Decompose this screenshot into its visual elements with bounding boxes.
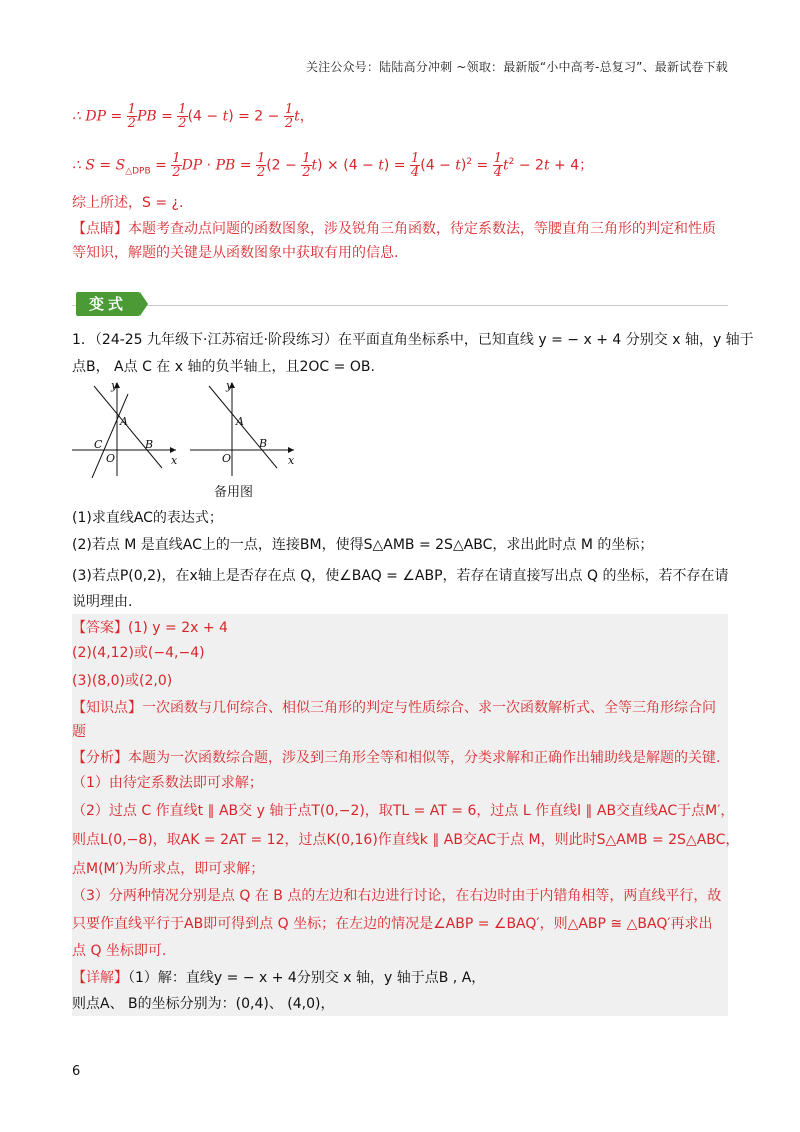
comment-line-2: 等知识，解题的关键是从函数图象中获取有用的信息. — [72, 245, 399, 261]
answer-line-3: (3)(8,0)或(2,0) — [72, 673, 173, 689]
figure-spare — [190, 379, 295, 476]
svg-text:y: y — [111, 379, 118, 392]
page-header: 关注公众号：陆陆高分冲刺 ~领取：最新版“小中高考-总复习”、最新试卷下载 — [305, 60, 728, 74]
coordinate-figures — [72, 378, 312, 478]
problem-line-1: 1．（24-25 九年级下·江苏宿迁·阶段练习）在平面直角坐标系中，已知直线 y = − x + 4 分别交 x 轴，y 轴于 — [72, 332, 754, 348]
figure-caption: 备用图 — [214, 485, 254, 500]
comment-line-1: 【点睛】本题考查动点问题的函数图象，涉及锐角三角函数，待定系数法，等腰直角三角形的判定和性质 — [72, 221, 716, 237]
question-2: (2)若点 M 是直线AC上的一点，连接BM，使得S△AMB = 2S△ABC，求出此时点 M 的坐标； — [72, 537, 654, 553]
svg-text:x: x — [171, 454, 178, 467]
answer-line-1: 【答案】(1) y = 2x + 4 — [72, 620, 228, 636]
analysis-step-2c: 点M(M′)为所求点，即可求解； — [72, 861, 265, 877]
analysis-line: 【分析】本题为一次函数综合题，涉及到三角形全等和相似等，分类求解和正确作出辅助线是解题的关键. — [72, 750, 721, 766]
analysis-step-3b: 只要作直线平行于AB即可得到点 Q 坐标；在左边的情况是∠ABP = ∠BAQ′，则△ABP ≅ △BAQ′再求出 — [72, 916, 713, 932]
detail-line-1: 【详解】（1）解：直线y = − x + 4分别交 x 轴，y 轴于点B , A， — [72, 970, 486, 986]
analysis-step-3a: （3）分两种情况分别是点 Q 在 B 点的左边和右边进行讨论，在右边时由于内错角相等，两直线平行，故 — [72, 888, 722, 904]
section-divider — [72, 305, 728, 306]
svg-text:A: A — [120, 415, 128, 428]
svg-text:A: A — [236, 415, 244, 428]
knowledge-line: 【知识点】一次函数与几何综合、相似三角形的判定与性质综合、求一次函数解析式、全等三角形综合问 — [72, 700, 716, 716]
question-3: (3)若点P(0,2)，在x轴上是否存在点 Q，使∠BAQ = ∠ABP，若存在请直接写出点 Q 的坐标，若不存在请 — [72, 568, 729, 584]
analysis-step-2a: （2）过点 C 作直线t ∥ AB交 y 轴于点T(0,−2)，取TL = AT = 6，过点 L 作直线l ∥ AB交直线AC于点M′， — [72, 803, 735, 819]
svg-text:B: B — [145, 438, 154, 451]
svg-text:O: O — [106, 452, 116, 465]
problem-line-2: 点B， A点 C 在 x 轴的负半轴上，且2OC = OB. — [72, 359, 375, 375]
answer-line-2: (2)(4,12)或(−4,−4) — [72, 645, 205, 661]
solution-line-1: ∴ DP = $\frac{1}{2}$ PB = $\frac{1}{2}$ (4 − t) = 2 − $\frac{1}{2}$ t， — [72, 102, 314, 131]
question-1: (1)求直线AC的表达式； — [72, 510, 223, 526]
figure-main — [72, 379, 178, 478]
svg-text:x: x — [288, 454, 295, 467]
analysis-step-1: （1）由待定系数法即可求解； — [72, 775, 263, 791]
svg-text:O: O — [222, 452, 232, 465]
svg-text:B: B — [259, 437, 268, 450]
svg-text:y: y — [226, 379, 233, 392]
question-3-cont: 说明理由. — [72, 594, 133, 610]
solution-line-2: ∴ $S = S_{\triangle DPB}$ = $\frac{1}{2}$ DP · PB = $\frac{1}{2}$ (2 − $\frac{1}{2}$ t) × (4 − t) = $\frac{1}{4}$ $(4 - t)^2$ = $\frac{1}{4}$ $t^2 - 2t + 4$； — [72, 151, 594, 181]
analysis-step-3c: 点 Q 坐标即可. — [72, 943, 167, 959]
analysis-step-2b: 则点L(0,−8)，取AK = 2AT = 12，过点K(0,16)作直线k ∥ AB交AC于点 M，则此时S△AMB = 2S△ABC， — [72, 832, 740, 848]
solution-conclusion: 综上所述，S = ¿. — [72, 195, 184, 211]
page-number: 6 — [72, 1064, 81, 1079]
detail-line-2: 则点A、 B的坐标分别为：(0,4)、 (4,0)， — [72, 996, 335, 1012]
svg-text:C: C — [94, 438, 103, 451]
section-badge: 变式 — [76, 292, 140, 316]
knowledge-line-cont: 题 — [72, 724, 86, 740]
